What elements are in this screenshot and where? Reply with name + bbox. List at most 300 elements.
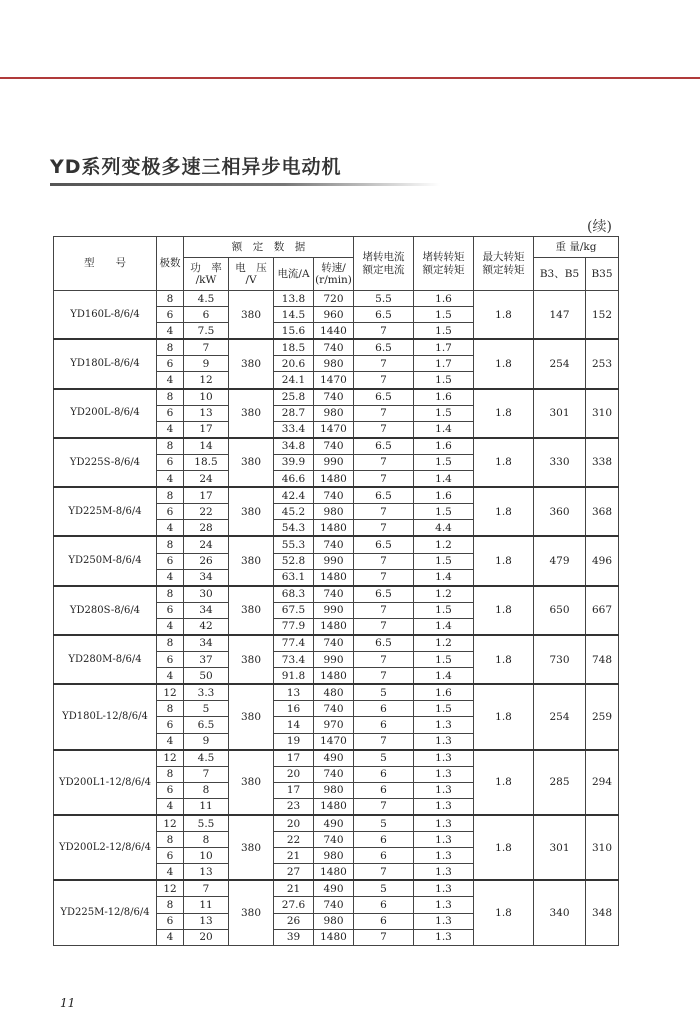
current-cell: 34.8	[274, 438, 314, 455]
weight-b3b5-cell: 301	[534, 815, 586, 880]
header-poles: 极数	[157, 237, 184, 291]
power-cell: 13	[184, 864, 229, 881]
current-cell: 33.4	[274, 421, 314, 438]
max-torque-ratio-cell: 1.8	[474, 635, 534, 684]
current-cell: 77.4	[274, 635, 314, 652]
speed-cell: 1480	[314, 520, 354, 537]
weight-b3b5-cell: 254	[534, 684, 586, 749]
locked-torque-ratio-cell: 1.3	[414, 913, 474, 929]
power-cell: 13	[184, 405, 229, 421]
poles-cell: 8	[157, 291, 184, 307]
poles-cell: 4	[157, 471, 184, 488]
table-row	[54, 750, 619, 767]
continued-label: (续)	[587, 219, 612, 235]
voltage-cell: 380	[229, 438, 274, 487]
locked-current-ratio-cell: 7	[354, 471, 414, 488]
weight-b35-cell: 294	[586, 750, 619, 815]
current-cell: 15.6	[274, 323, 314, 340]
current-cell: 91.8	[274, 668, 314, 685]
speed-cell: 990	[314, 454, 354, 470]
speed-cell: 1480	[314, 864, 354, 881]
weight-b3b5-cell: 360	[534, 487, 586, 536]
poles-cell: 4	[157, 372, 184, 389]
speed-cell: 1470	[314, 421, 354, 438]
power-cell: 7.5	[184, 323, 229, 340]
model-cell: YD280S-8/6/4	[54, 586, 157, 635]
speed-cell: 1480	[314, 668, 354, 685]
current-cell: 25.8	[274, 389, 314, 406]
power-cell: 42	[184, 618, 229, 635]
locked-torque-ratio-cell: 1.3	[414, 750, 474, 767]
power-cell: 6.5	[184, 717, 229, 733]
speed-cell: 740	[314, 586, 354, 603]
speed-cell: 980	[314, 913, 354, 929]
power-cell: 30	[184, 586, 229, 603]
locked-torque-ratio-cell: 1.4	[414, 569, 474, 586]
locked-current-ratio-cell: 6.5	[354, 307, 414, 323]
max-torque-ratio-cell: 1.8	[474, 880, 534, 945]
poles-cell: 6	[157, 553, 184, 569]
current-cell: 17	[274, 750, 314, 767]
poles-cell: 12	[157, 880, 184, 897]
locked-current-ratio-cell: 7	[354, 798, 414, 815]
weight-b35-cell: 496	[586, 536, 619, 585]
poles-cell: 6	[157, 652, 184, 668]
speed-cell: 740	[314, 389, 354, 406]
locked-torque-ratio-cell: 1.5	[414, 372, 474, 389]
table-body	[54, 291, 619, 946]
current-cell: 13.8	[274, 291, 314, 307]
locked-current-ratio-cell: 7	[354, 520, 414, 537]
poles-cell: 8	[157, 487, 184, 504]
voltage-cell: 380	[229, 339, 274, 388]
speed-cell: 980	[314, 405, 354, 421]
power-cell: 34	[184, 635, 229, 652]
voltage-cell: 380	[229, 684, 274, 749]
speed-cell: 740	[314, 487, 354, 504]
table-row	[54, 389, 619, 406]
speed-cell: 960	[314, 307, 354, 323]
poles-cell: 6	[157, 602, 184, 618]
weight-b3b5-cell: 650	[534, 586, 586, 635]
poles-cell: 6	[157, 504, 184, 520]
locked-torque-ratio-cell: 1.3	[414, 815, 474, 832]
speed-cell: 980	[314, 356, 354, 372]
weight-b35-cell: 253	[586, 339, 619, 388]
locked-torque-ratio-cell: 1.3	[414, 897, 474, 913]
locked-torque-ratio-cell: 1.7	[414, 339, 474, 356]
current-cell: 20.6	[274, 356, 314, 372]
locked-torque-ratio-cell: 1.6	[414, 291, 474, 307]
locked-current-ratio-cell: 6.5	[354, 438, 414, 455]
locked-current-ratio-cell: 7	[354, 356, 414, 372]
weight-b35-cell: 310	[586, 815, 619, 880]
poles-cell: 6	[157, 454, 184, 470]
poles-cell: 8	[157, 586, 184, 603]
current-cell: 14.5	[274, 307, 314, 323]
locked-current-ratio-cell: 7	[354, 864, 414, 881]
power-cell: 17	[184, 487, 229, 504]
speed-cell: 1440	[314, 323, 354, 340]
voltage-cell: 380	[229, 586, 274, 635]
weight-b3b5-cell: 330	[534, 438, 586, 487]
locked-current-ratio-cell: 7	[354, 652, 414, 668]
current-cell: 67.5	[274, 602, 314, 618]
poles-cell: 4	[157, 323, 184, 340]
locked-torque-ratio-cell: 1.5	[414, 307, 474, 323]
header-voltage: 电 压 /V	[229, 258, 274, 291]
locked-torque-ratio-cell: 1.3	[414, 880, 474, 897]
max-torque-ratio-cell: 1.8	[474, 487, 534, 536]
locked-torque-ratio-cell: 1.3	[414, 848, 474, 864]
locked-torque-ratio-cell: 1.5	[414, 504, 474, 520]
locked-torque-ratio-cell: 1.4	[414, 618, 474, 635]
current-cell: 77.9	[274, 618, 314, 635]
header-weight-b3b5: B3、B5	[534, 258, 586, 291]
voltage-cell: 380	[229, 815, 274, 880]
speed-cell: 740	[314, 438, 354, 455]
speed-cell: 1480	[314, 618, 354, 635]
voltage-cell: 380	[229, 536, 274, 585]
locked-current-ratio-cell: 6	[354, 848, 414, 864]
weight-b35-cell: 259	[586, 684, 619, 749]
max-torque-ratio-cell: 1.8	[474, 438, 534, 487]
locked-current-ratio-cell: 6.5	[354, 586, 414, 603]
power-cell: 20	[184, 929, 229, 945]
locked-current-ratio-cell: 5.5	[354, 291, 414, 307]
locked-torque-ratio-cell: 1.3	[414, 798, 474, 815]
power-cell: 28	[184, 520, 229, 537]
speed-cell: 990	[314, 553, 354, 569]
speed-cell: 740	[314, 635, 354, 652]
power-cell: 13	[184, 913, 229, 929]
table-row	[54, 635, 619, 652]
poles-cell: 8	[157, 536, 184, 553]
speed-cell: 1470	[314, 733, 354, 750]
power-cell: 24	[184, 471, 229, 488]
speed-cell: 1470	[314, 372, 354, 389]
power-cell: 24	[184, 536, 229, 553]
locked-torque-ratio-cell: 1.3	[414, 782, 474, 798]
locked-torque-ratio-cell: 1.3	[414, 929, 474, 945]
speed-cell: 740	[314, 339, 354, 356]
max-torque-ratio-cell: 1.8	[474, 291, 534, 340]
locked-current-ratio-cell: 6.5	[354, 339, 414, 356]
current-cell: 22	[274, 832, 314, 848]
speed-cell: 490	[314, 750, 354, 767]
locked-torque-ratio-cell: 1.2	[414, 635, 474, 652]
speed-cell: 1480	[314, 929, 354, 945]
speed-cell: 990	[314, 602, 354, 618]
header-rated-data: 额 定 数 据	[184, 237, 354, 258]
poles-cell: 6	[157, 782, 184, 798]
model-cell: YD200L2-12/8/6/4	[54, 815, 157, 880]
page-number: 11	[60, 996, 76, 1010]
power-cell: 4.5	[184, 291, 229, 307]
header-locked-torque: 堵转转矩 额定转矩	[414, 237, 474, 291]
weight-b3b5-cell: 254	[534, 339, 586, 388]
locked-torque-ratio-cell: 1.5	[414, 701, 474, 717]
motor-spec-table	[53, 236, 619, 946]
title-underline	[50, 183, 440, 186]
poles-cell: 6	[157, 913, 184, 929]
locked-torque-ratio-cell: 1.6	[414, 684, 474, 701]
power-cell: 22	[184, 504, 229, 520]
table-row	[54, 586, 619, 603]
power-cell: 50	[184, 668, 229, 685]
speed-cell: 970	[314, 717, 354, 733]
locked-current-ratio-cell: 7	[354, 504, 414, 520]
locked-current-ratio-cell: 7	[354, 405, 414, 421]
locked-torque-ratio-cell: 4.4	[414, 520, 474, 537]
model-cell: YD280M-8/6/4	[54, 635, 157, 684]
poles-cell: 4	[157, 668, 184, 685]
current-cell: 26	[274, 913, 314, 929]
locked-torque-ratio-cell: 1.3	[414, 717, 474, 733]
current-cell: 21	[274, 848, 314, 864]
current-cell: 19	[274, 733, 314, 750]
current-cell: 68.3	[274, 586, 314, 603]
header-red-rule	[0, 77, 700, 79]
locked-current-ratio-cell: 6.5	[354, 487, 414, 504]
max-torque-ratio-cell: 1.8	[474, 750, 534, 815]
speed-cell: 740	[314, 897, 354, 913]
power-cell: 11	[184, 897, 229, 913]
current-cell: 18.5	[274, 339, 314, 356]
poles-cell: 4	[157, 864, 184, 881]
locked-current-ratio-cell: 7	[354, 929, 414, 945]
current-cell: 23	[274, 798, 314, 815]
model-cell: YD180L-12/8/6/4	[54, 684, 157, 749]
model-cell: YD225M-8/6/4	[54, 487, 157, 536]
current-cell: 39	[274, 929, 314, 945]
locked-current-ratio-cell: 7	[354, 372, 414, 389]
locked-torque-ratio-cell: 1.4	[414, 471, 474, 488]
weight-b35-cell: 348	[586, 880, 619, 945]
voltage-cell: 380	[229, 389, 274, 438]
voltage-cell: 380	[229, 291, 274, 340]
locked-torque-ratio-cell: 1.3	[414, 864, 474, 881]
locked-torque-ratio-cell: 1.5	[414, 602, 474, 618]
weight-b35-cell: 338	[586, 438, 619, 487]
power-cell: 7	[184, 339, 229, 356]
power-cell: 10	[184, 389, 229, 406]
poles-cell: 4	[157, 520, 184, 537]
locked-torque-ratio-cell: 1.6	[414, 389, 474, 406]
poles-cell: 8	[157, 766, 184, 782]
poles-cell: 8	[157, 438, 184, 455]
max-torque-ratio-cell: 1.8	[474, 389, 534, 438]
weight-b35-cell: 310	[586, 389, 619, 438]
locked-current-ratio-cell: 7	[354, 733, 414, 750]
poles-cell: 6	[157, 405, 184, 421]
poles-cell: 4	[157, 618, 184, 635]
power-cell: 10	[184, 848, 229, 864]
model-cell: YD225M-12/8/6/4	[54, 880, 157, 945]
locked-torque-ratio-cell: 1.5	[414, 405, 474, 421]
locked-current-ratio-cell: 6	[354, 832, 414, 848]
locked-torque-ratio-cell: 1.3	[414, 733, 474, 750]
power-cell: 7	[184, 766, 229, 782]
locked-torque-ratio-cell: 1.5	[414, 553, 474, 569]
locked-torque-ratio-cell: 1.5	[414, 323, 474, 340]
locked-current-ratio-cell: 6	[354, 717, 414, 733]
power-cell: 7	[184, 880, 229, 897]
speed-cell: 740	[314, 536, 354, 553]
speed-cell: 1480	[314, 798, 354, 815]
current-cell: 20	[274, 815, 314, 832]
locked-torque-ratio-cell: 1.4	[414, 668, 474, 685]
current-cell: 28.7	[274, 405, 314, 421]
power-cell: 18.5	[184, 454, 229, 470]
current-cell: 73.4	[274, 652, 314, 668]
voltage-cell: 380	[229, 880, 274, 945]
max-torque-ratio-cell: 1.8	[474, 684, 534, 749]
poles-cell: 8	[157, 832, 184, 848]
speed-cell: 740	[314, 832, 354, 848]
power-cell: 6	[184, 307, 229, 323]
current-cell: 46.6	[274, 471, 314, 488]
current-cell: 13	[274, 684, 314, 701]
table-row	[54, 291, 619, 307]
poles-cell: 8	[157, 701, 184, 717]
locked-torque-ratio-cell: 1.5	[414, 652, 474, 668]
model-cell: YD200L1-12/8/6/4	[54, 750, 157, 815]
locked-current-ratio-cell: 7	[354, 323, 414, 340]
locked-current-ratio-cell: 6	[354, 701, 414, 717]
locked-current-ratio-cell: 7	[354, 454, 414, 470]
power-cell: 9	[184, 733, 229, 750]
model-cell: YD250M-8/6/4	[54, 536, 157, 585]
weight-b35-cell: 152	[586, 291, 619, 340]
poles-cell: 6	[157, 356, 184, 372]
locked-current-ratio-cell: 6.5	[354, 635, 414, 652]
header-max-torque: 最大转矩 额定转矩	[474, 237, 534, 291]
locked-current-ratio-cell: 5	[354, 684, 414, 701]
locked-torque-ratio-cell: 1.2	[414, 536, 474, 553]
current-cell: 21	[274, 880, 314, 897]
current-cell: 45.2	[274, 504, 314, 520]
model-cell: YD160L-8/6/4	[54, 291, 157, 340]
speed-cell: 990	[314, 652, 354, 668]
current-cell: 24.1	[274, 372, 314, 389]
weight-b3b5-cell: 285	[534, 750, 586, 815]
poles-cell: 8	[157, 339, 184, 356]
header-weight: 重 量/kg	[534, 237, 619, 258]
weight-b35-cell: 748	[586, 635, 619, 684]
power-cell: 26	[184, 553, 229, 569]
locked-current-ratio-cell: 7	[354, 421, 414, 438]
max-torque-ratio-cell: 1.8	[474, 536, 534, 585]
poles-cell: 12	[157, 684, 184, 701]
poles-cell: 4	[157, 569, 184, 586]
table-row	[54, 339, 619, 356]
locked-current-ratio-cell: 7	[354, 569, 414, 586]
locked-current-ratio-cell: 7	[354, 618, 414, 635]
current-cell: 17	[274, 782, 314, 798]
locked-current-ratio-cell: 6	[354, 766, 414, 782]
current-cell: 55.3	[274, 536, 314, 553]
voltage-cell: 380	[229, 635, 274, 684]
weight-b3b5-cell: 301	[534, 389, 586, 438]
speed-cell: 1480	[314, 471, 354, 488]
max-torque-ratio-cell: 1.8	[474, 815, 534, 880]
current-cell: 52.8	[274, 553, 314, 569]
locked-torque-ratio-cell: 1.6	[414, 438, 474, 455]
poles-cell: 4	[157, 733, 184, 750]
current-cell: 42.4	[274, 487, 314, 504]
locked-torque-ratio-cell: 1.3	[414, 766, 474, 782]
locked-current-ratio-cell: 6.5	[354, 389, 414, 406]
table-row	[54, 438, 619, 455]
locked-current-ratio-cell: 7	[354, 553, 414, 569]
speed-cell: 720	[314, 291, 354, 307]
weight-b3b5-cell: 479	[534, 536, 586, 585]
locked-torque-ratio-cell: 1.6	[414, 487, 474, 504]
locked-current-ratio-cell: 7	[354, 602, 414, 618]
weight-b35-cell: 667	[586, 586, 619, 635]
weight-b35-cell: 368	[586, 487, 619, 536]
locked-current-ratio-cell: 6.5	[354, 536, 414, 553]
header-speed: 转速/ (r/min)	[314, 258, 354, 291]
power-cell: 8	[184, 832, 229, 848]
voltage-cell: 380	[229, 487, 274, 536]
speed-cell: 980	[314, 504, 354, 520]
power-cell: 4.5	[184, 750, 229, 767]
model-cell: YD180L-8/6/4	[54, 339, 157, 388]
header-locked-current: 堵转电流 额定电流	[354, 237, 414, 291]
poles-cell: 8	[157, 635, 184, 652]
page-title: YD系列变极多速三相异步电动机	[50, 156, 342, 178]
header-current: 电流/A	[274, 258, 314, 291]
speed-cell: 490	[314, 880, 354, 897]
speed-cell: 980	[314, 848, 354, 864]
locked-current-ratio-cell: 7	[354, 668, 414, 685]
max-torque-ratio-cell: 1.8	[474, 339, 534, 388]
speed-cell: 740	[314, 766, 354, 782]
speed-cell: 480	[314, 684, 354, 701]
power-cell: 37	[184, 652, 229, 668]
model-cell: YD200L-8/6/4	[54, 389, 157, 438]
poles-cell: 6	[157, 307, 184, 323]
current-cell: 20	[274, 766, 314, 782]
poles-cell: 12	[157, 750, 184, 767]
table-row	[54, 880, 619, 897]
poles-cell: 6	[157, 717, 184, 733]
current-cell: 39.9	[274, 454, 314, 470]
power-cell: 11	[184, 798, 229, 815]
current-cell: 16	[274, 701, 314, 717]
weight-b3b5-cell: 147	[534, 291, 586, 340]
locked-torque-ratio-cell: 1.7	[414, 356, 474, 372]
header-power: 功 率 /kW	[184, 258, 229, 291]
speed-cell: 490	[314, 815, 354, 832]
model-cell: YD225S-8/6/4	[54, 438, 157, 487]
power-cell: 5.5	[184, 815, 229, 832]
power-cell: 14	[184, 438, 229, 455]
locked-torque-ratio-cell: 1.2	[414, 586, 474, 603]
locked-current-ratio-cell: 6	[354, 897, 414, 913]
current-cell: 27	[274, 864, 314, 881]
power-cell: 8	[184, 782, 229, 798]
header-weight-b35: B35	[586, 258, 619, 291]
speed-cell: 980	[314, 782, 354, 798]
speed-cell: 740	[314, 701, 354, 717]
table-row	[54, 536, 619, 553]
table-row	[54, 684, 619, 701]
table-row	[54, 815, 619, 832]
poles-cell: 4	[157, 929, 184, 945]
